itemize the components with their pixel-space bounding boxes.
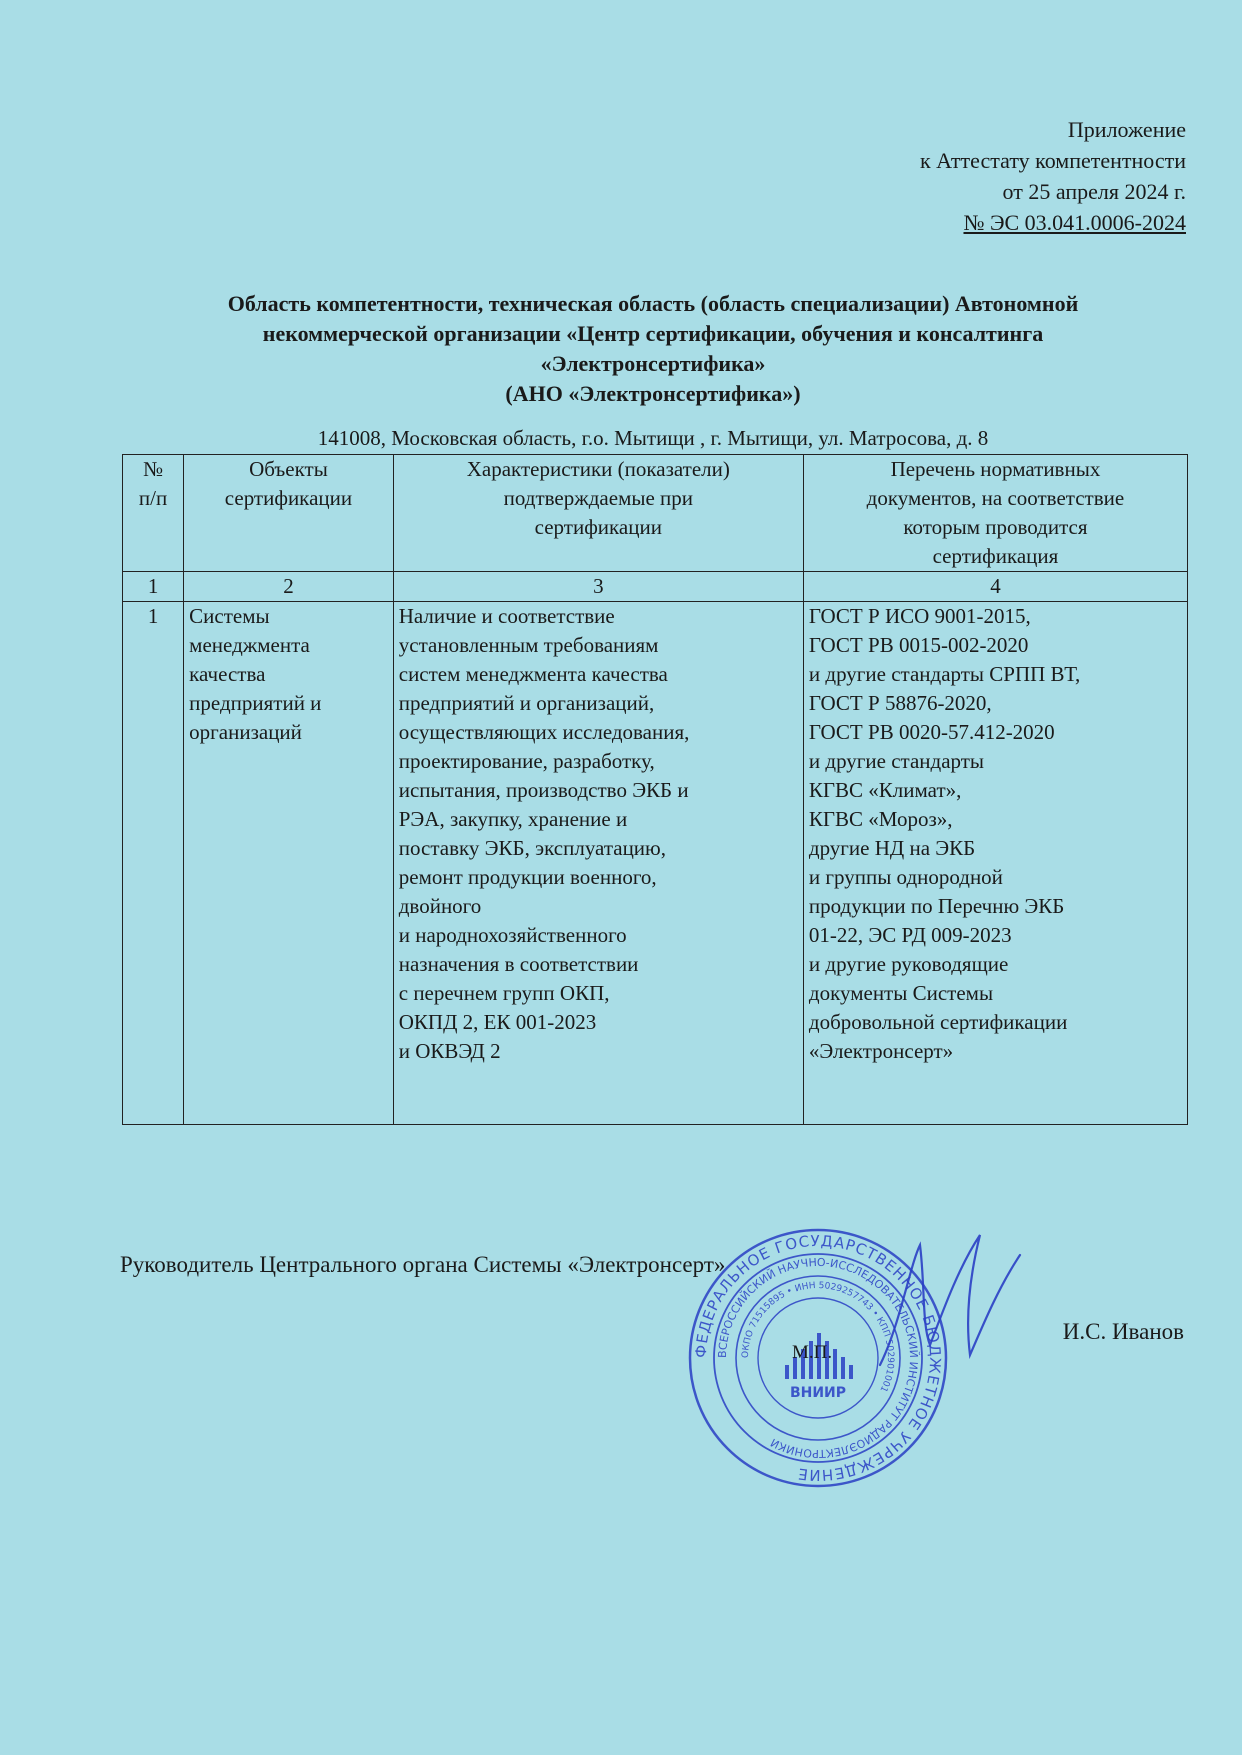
table-row xyxy=(123,602,1188,1125)
seal-logo-text: ВНИИР xyxy=(789,1385,847,1401)
seal-outer-text: ФЕДЕРАЛЬНОЕ ГОСУДАРСТВЕННОЕ БЮДЖЕТНОЕ УЧРЕЖДЕНИЕ xyxy=(691,1231,945,1485)
appendix-title: Приложение xyxy=(1067,117,1186,142)
signer-title: Руководитель Центрального органа Системы «Электронсерт» xyxy=(120,1252,726,1277)
table-index-row xyxy=(123,572,1188,602)
header-number: № п/п xyxy=(123,455,184,572)
appendix-date: от 25 апреля 2024 г. xyxy=(1002,179,1186,204)
index-cell: 2 xyxy=(184,572,394,602)
header-documents: Перечень нормативных документов, на соответствие которым проводится сертификация xyxy=(803,455,1187,572)
heading-line-4: (АНО «Электронсертифика») xyxy=(505,381,801,406)
header-characteristics: Характеристики (показатели) подтверждаемые при сертификации xyxy=(393,455,803,572)
appendix-reference: к Аттестату компетентности xyxy=(919,148,1186,173)
stamp-placeholder-label: М.П. xyxy=(792,1342,833,1363)
seal-inner-text: ОКПО 71515895 • ИНН 5029257743 • КПП 502901001 xyxy=(740,1280,896,1394)
header-objects: Объекты сертификации xyxy=(184,455,394,572)
appendix-number: № ЭС 03.041.0006-2024 xyxy=(963,210,1186,235)
table-header-row xyxy=(123,455,1188,572)
heading-line-1: Область компетентности, техническая область (область специализации) Автономной xyxy=(227,291,1079,316)
index-cell: 1 xyxy=(123,572,184,602)
document-heading xyxy=(116,289,1190,409)
index-cell: 3 xyxy=(393,572,803,602)
row-characteristics: Наличие и соответствие установленным требованиям систем менеджмента качества предприятий и организаций, осуществляющих исследования, проектирование, разработку, испытания, производство ЭКБ и РЭА, закупку, хранение и поставку ЭКБ, эксплуатацию, ремонт продукции военного, двойного и народнохозяйственного назначения в соответствии с перечнем групп ОКП, ОКПД 2, ЕК 001-2023 и ОКВЭД 2 xyxy=(393,602,803,1125)
heading-line-2: некоммерческой организации «Центр сертификации, обучения и консалтинга xyxy=(262,321,1044,346)
row-documents: ГОСТ Р ИСО 9001-2015, ГОСТ РВ 0015-002-2020 и другие стандарты СРПП ВТ, ГОСТ Р 58876-2020, ГОСТ РВ 0020-57.412-2020 и другие стандарты КГВС «Климат», КГВС «Мороз», другие НД на ЭКБ и группы однородной продукции по Перечню ЭКБ 01-22, ЭС РД 009-2023 и другие руководящие документы Системы добровольной сертификации «Электронсерт» xyxy=(803,602,1187,1125)
scope-table xyxy=(122,454,1188,1125)
organization-address: 141008, Московская область, г.о. Мытищи , г. Мытищи, ул. Матросова, д. 8 xyxy=(317,426,989,450)
handwritten-signature xyxy=(870,1225,1030,1375)
appendix-block xyxy=(920,114,1186,238)
index-cell: 4 xyxy=(803,572,1187,602)
signer-name: И.С. Иванов xyxy=(1062,1319,1184,1344)
heading-line-3: «Электронсертифика» xyxy=(540,351,766,376)
row-object: Системы менеджмента качества предприятий и организаций xyxy=(184,602,394,1125)
row-number: 1 xyxy=(123,602,184,1125)
seal-middle-text: ВСЕРОССИЙСКИЙ НАУЧНО-ИССЛЕДОВАТЕЛЬСКИЙ ИНСТИТУТ РАДИОЭЛЕКТРОНИКИ xyxy=(715,1255,921,1461)
